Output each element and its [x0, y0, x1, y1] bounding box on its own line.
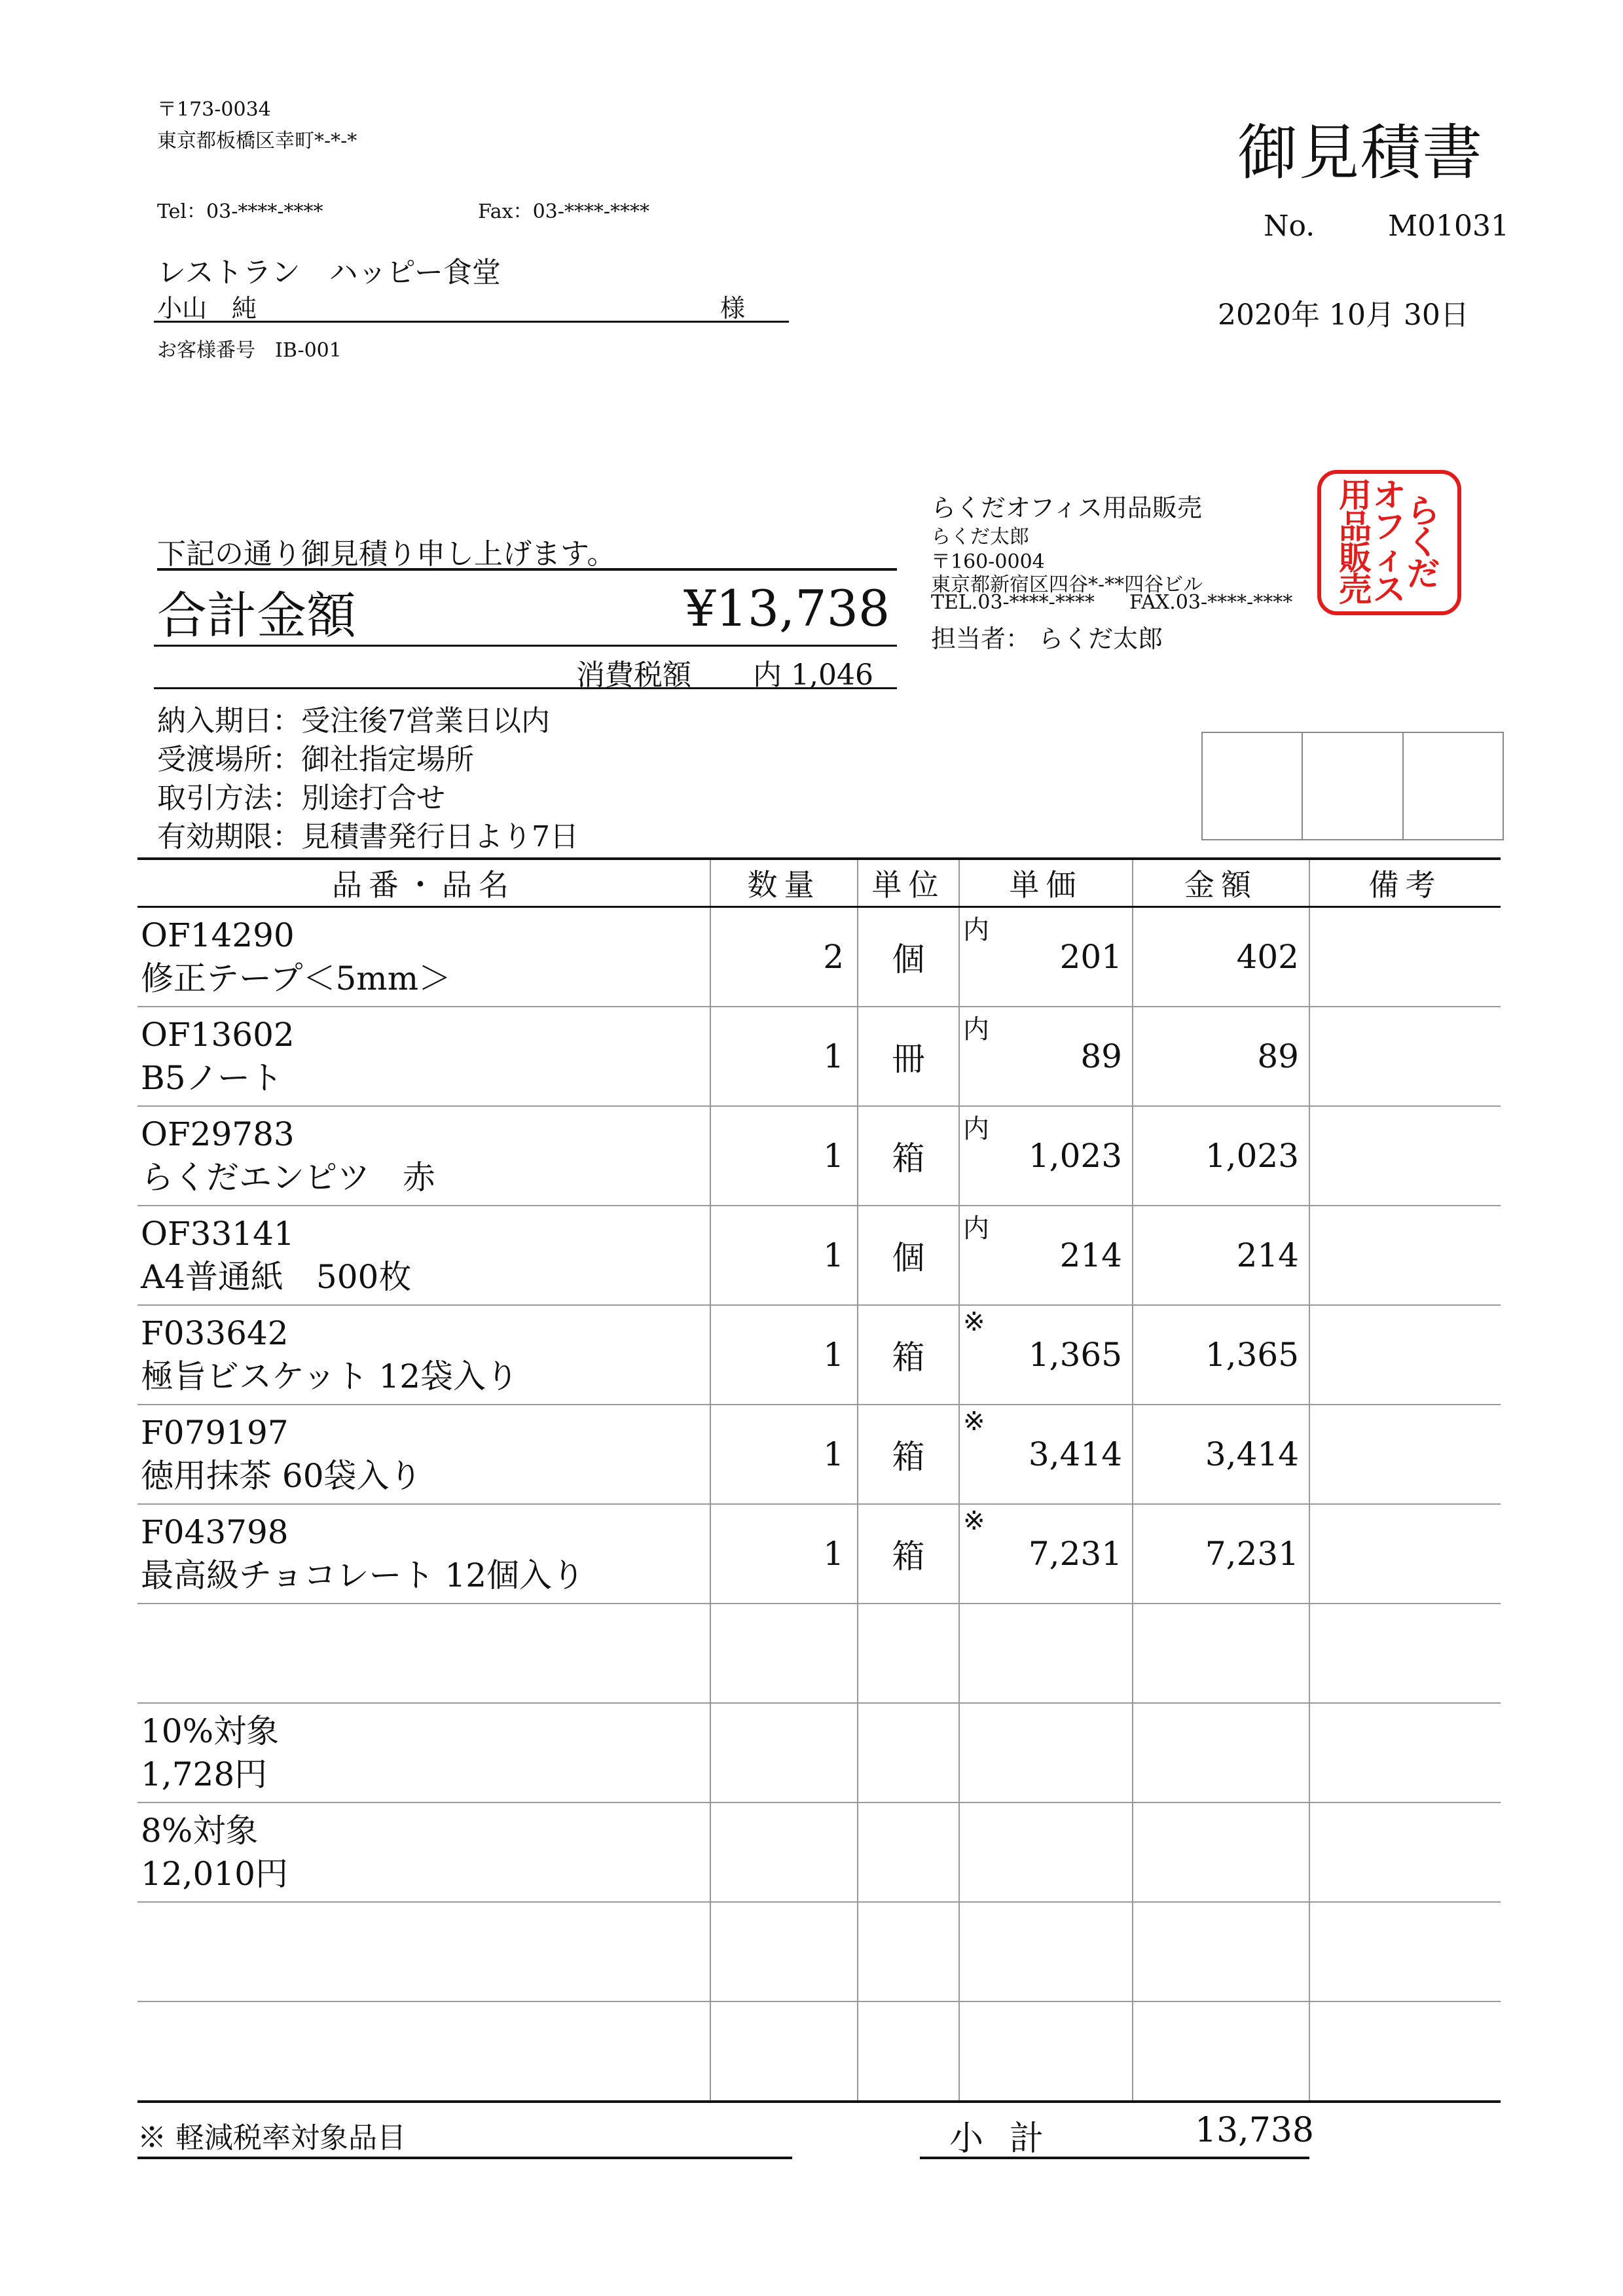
item-cell — [137, 2001, 710, 2102]
item-name: 極旨ビスケット 12袋入り — [141, 1357, 519, 1395]
item-cell — [137, 1902, 710, 2001]
document-title: 御見積書 — [1237, 118, 1484, 188]
amount-cell — [1133, 1803, 1309, 1902]
amount-cell — [1133, 1902, 1309, 2001]
item-code: OF29783 — [141, 1115, 295, 1153]
header-amount: 金額 — [1133, 859, 1309, 907]
unit-price-cell — [959, 1803, 1133, 1902]
items-body — [137, 907, 1501, 2102]
unit-price-cell — [959, 1405, 1133, 1504]
reduced-tax-note: ※ 軽減税率対象品目 — [137, 2121, 406, 2155]
item-code: F033642 — [141, 1314, 289, 1352]
tax-underline — [154, 687, 897, 689]
unit-cell — [858, 1803, 959, 1902]
tax-mark: ※ — [963, 1307, 985, 1337]
unit-cell: 箱 — [858, 1504, 959, 1604]
seal-text: ら く だ — [1407, 492, 1440, 593]
header-unit-price: 単価 — [959, 859, 1133, 907]
table-row — [137, 1007, 1501, 1106]
unit-cell: 個 — [858, 907, 959, 1007]
term-payment-method: 取引方法：別途打合せ — [157, 781, 445, 815]
quantity-cell: 2 — [710, 907, 858, 1007]
unit-price-cell — [959, 1504, 1133, 1604]
item-cell — [137, 1106, 710, 1206]
tax-mark: ※ — [963, 1506, 985, 1536]
unit-price-cell — [959, 1106, 1133, 1206]
amount-cell: 3,414 — [1133, 1405, 1309, 1504]
header-item: 品番・品名 — [137, 859, 710, 907]
seal-column — [1339, 474, 1372, 611]
issuer-person: らくだ太郎 — [931, 526, 1029, 548]
subtotal-amount: 13,738 — [1195, 2111, 1314, 2150]
document-number-label: No. — [1264, 209, 1315, 243]
amount-cell: 1,023 — [1133, 1106, 1309, 1206]
tax-mark: 内 — [963, 915, 989, 945]
term-delivery-date: 納入期日：受注後7営業日以内 — [157, 704, 550, 738]
unit-price: 3,414 — [1028, 1435, 1122, 1473]
table-row — [137, 1106, 1501, 1206]
tax-mark: ※ — [963, 1407, 985, 1437]
table-row — [137, 2001, 1501, 2102]
table-row — [137, 1504, 1501, 1604]
remarks-cell — [1309, 1405, 1501, 1504]
item-name: 12,010円 — [141, 1855, 288, 1893]
unit-price-cell — [959, 1206, 1133, 1305]
customer-honorific: 様 — [720, 294, 746, 323]
document-date: 2020年 10月 30日 — [1218, 298, 1469, 332]
item-name: B5ノート — [141, 1059, 283, 1097]
unit-cell: 箱 — [858, 1405, 959, 1504]
sender-address: 東京都板橋区幸町*-*-* — [157, 130, 357, 152]
table-row — [137, 1405, 1501, 1504]
item-cell — [137, 1504, 710, 1604]
item-code: F043798 — [141, 1513, 289, 1551]
seal-column — [1407, 474, 1440, 611]
document-number: M01031 — [1388, 209, 1510, 243]
quantity-cell: 1 — [710, 1106, 858, 1206]
remarks-cell — [1309, 2001, 1501, 2102]
remarks-cell — [1309, 1007, 1501, 1106]
table-header-row — [137, 859, 1501, 907]
remarks-cell — [1309, 1206, 1501, 1305]
amount-cell: 1,365 — [1133, 1305, 1309, 1405]
amount-cell: 214 — [1133, 1206, 1309, 1305]
seal-text: オ フ ィ ス — [1373, 476, 1406, 609]
quantity-cell — [710, 1703, 858, 1803]
item-cell — [137, 1405, 710, 1504]
tax-mark: 内 — [963, 1114, 989, 1144]
amount-cell — [1133, 1703, 1309, 1803]
unit-cell: 箱 — [858, 1106, 959, 1206]
item-cell — [137, 1803, 710, 1902]
header-quantity: 数量 — [710, 859, 858, 907]
unit-price: 7,231 — [1028, 1535, 1122, 1573]
unit-price-cell — [959, 907, 1133, 1007]
quantity-cell: 1 — [710, 1305, 858, 1405]
total-amount: ¥13,738 — [684, 579, 890, 637]
remarks-cell — [1309, 1305, 1501, 1405]
unit-price: 1,023 — [1028, 1137, 1122, 1175]
remarks-cell — [1309, 1902, 1501, 2001]
unit-price-cell — [959, 2001, 1133, 2102]
item-code: OF13602 — [141, 1016, 295, 1054]
item-cell — [137, 1007, 710, 1106]
unit-cell — [858, 1604, 959, 1703]
table-row — [137, 1803, 1501, 1902]
amount-cell — [1133, 2001, 1309, 2102]
item-name: らくだエンピツ 赤 — [141, 1158, 435, 1196]
item-cell — [137, 1206, 710, 1305]
item-cell — [137, 1604, 710, 1703]
amount-cell — [1133, 1604, 1309, 1703]
unit-price: 89 — [1080, 1037, 1122, 1075]
header-remarks: 備考 — [1309, 859, 1501, 907]
total-label: 合計金額 — [157, 586, 356, 645]
header-unit: 単位 — [858, 859, 959, 907]
item-name: 徳用抹茶 60袋入り — [141, 1457, 422, 1495]
customer-number: お客様番号 IB-001 — [157, 339, 342, 362]
issuer-tel: TEL.03-****-**** — [931, 591, 1095, 614]
item-code: 10%対象 — [141, 1712, 280, 1750]
term-delivery-place: 受渡場所：御社指定場所 — [157, 743, 474, 776]
remarks-cell — [1309, 1803, 1501, 1902]
amount-cell: 7,231 — [1133, 1504, 1309, 1604]
remarks-cell — [1309, 1504, 1501, 1604]
item-code: OF14290 — [141, 916, 295, 954]
issuer-contact: 担当者： らくだ太郎 — [931, 624, 1163, 653]
issuer-company: らくだオフィス用品販売 — [931, 493, 1202, 522]
tax-mark: 内 — [963, 1213, 989, 1244]
unit-cell: 個 — [858, 1206, 959, 1305]
table-row — [137, 907, 1501, 1007]
quantity-cell: 1 — [710, 1504, 858, 1604]
remarks-cell — [1309, 907, 1501, 1007]
unit-price-cell — [959, 1604, 1133, 1703]
item-code: F079197 — [141, 1414, 289, 1452]
unit-cell: 箱 — [858, 1305, 959, 1405]
remarks-cell — [1309, 1703, 1501, 1803]
remarks-cell — [1309, 1106, 1501, 1206]
seal-text: 用 品 販 売 — [1339, 476, 1372, 609]
items-table — [137, 857, 1501, 2103]
subtotal-label: 小計 — [949, 2119, 1070, 2159]
unit-price: 201 — [1059, 938, 1122, 976]
unit-cell — [858, 1902, 959, 2001]
table-row — [137, 1206, 1501, 1305]
item-code: OF33141 — [141, 1215, 295, 1253]
company-seal — [1317, 470, 1461, 615]
sender-postal: 〒173-0034 — [157, 98, 271, 121]
quantity-cell — [710, 1902, 858, 2001]
amount-cell: 89 — [1133, 1007, 1309, 1106]
tax-label: 消費税額 — [576, 658, 691, 692]
sender-tel: Tel：03-****-**** — [157, 200, 323, 223]
unit-cell — [858, 2001, 959, 2102]
quantity-cell: 1 — [710, 1206, 858, 1305]
subtotal-underline — [920, 2157, 1309, 2159]
table-row — [137, 1604, 1501, 1703]
unit-price-cell — [959, 1305, 1133, 1405]
note-underline — [137, 2157, 792, 2159]
item-name: 1,728円 — [141, 1755, 268, 1793]
unit-price-cell — [959, 1703, 1133, 1803]
item-cell — [137, 1305, 710, 1405]
total-underline — [154, 645, 897, 647]
issuer-postal: 〒160-0004 — [931, 550, 1045, 573]
issuer-fax: FAX.03-****-**** — [1129, 591, 1293, 614]
item-cell — [137, 1703, 710, 1803]
intro-text: 下記の通り御見積り申し上げます。 — [157, 530, 897, 571]
tax-amount: 内 1,046 — [753, 658, 873, 692]
quantity-cell: 1 — [710, 1007, 858, 1106]
table-row — [137, 1305, 1501, 1405]
quantity-cell — [710, 1803, 858, 1902]
customer-person: 小山 純 — [157, 294, 257, 323]
stamp-box — [1203, 733, 1303, 839]
item-name: 修正テープ＜5mm＞ — [141, 960, 452, 997]
term-validity: 有効期限：見積書発行日より7日 — [157, 820, 579, 853]
table-row — [137, 1902, 1501, 2001]
unit-cell — [858, 1703, 959, 1803]
quantity-cell — [710, 2001, 858, 2102]
unit-price-cell — [959, 1007, 1133, 1106]
amount-cell: 402 — [1133, 907, 1309, 1007]
customer-company: レストラン ハッピー食堂 — [157, 256, 501, 289]
issuer-address: 東京都新宿区四谷*-**四谷ビル — [931, 573, 1203, 596]
item-name: 最高級チョコレート 12個入り — [141, 1556, 585, 1594]
unit-price-cell — [959, 1902, 1133, 2001]
quantity-cell — [710, 1604, 858, 1703]
table-row — [137, 1703, 1501, 1803]
item-name: A4普通紙 500枚 — [141, 1258, 412, 1296]
unit-price: 214 — [1059, 1236, 1122, 1274]
item-cell — [137, 907, 710, 1007]
item-code: 8%対象 — [141, 1812, 259, 1850]
unit-cell: 冊 — [858, 1007, 959, 1106]
quantity-cell: 1 — [710, 1405, 858, 1504]
stamp-box — [1303, 733, 1403, 839]
remarks-cell — [1309, 1604, 1501, 1703]
sender-fax: Fax：03-****-**** — [478, 200, 650, 223]
unit-price: 1,365 — [1028, 1336, 1122, 1374]
tax-mark: 内 — [963, 1014, 989, 1045]
seal-column — [1373, 474, 1406, 611]
approval-stamp-boxes — [1201, 732, 1504, 840]
stamp-box — [1404, 733, 1503, 839]
